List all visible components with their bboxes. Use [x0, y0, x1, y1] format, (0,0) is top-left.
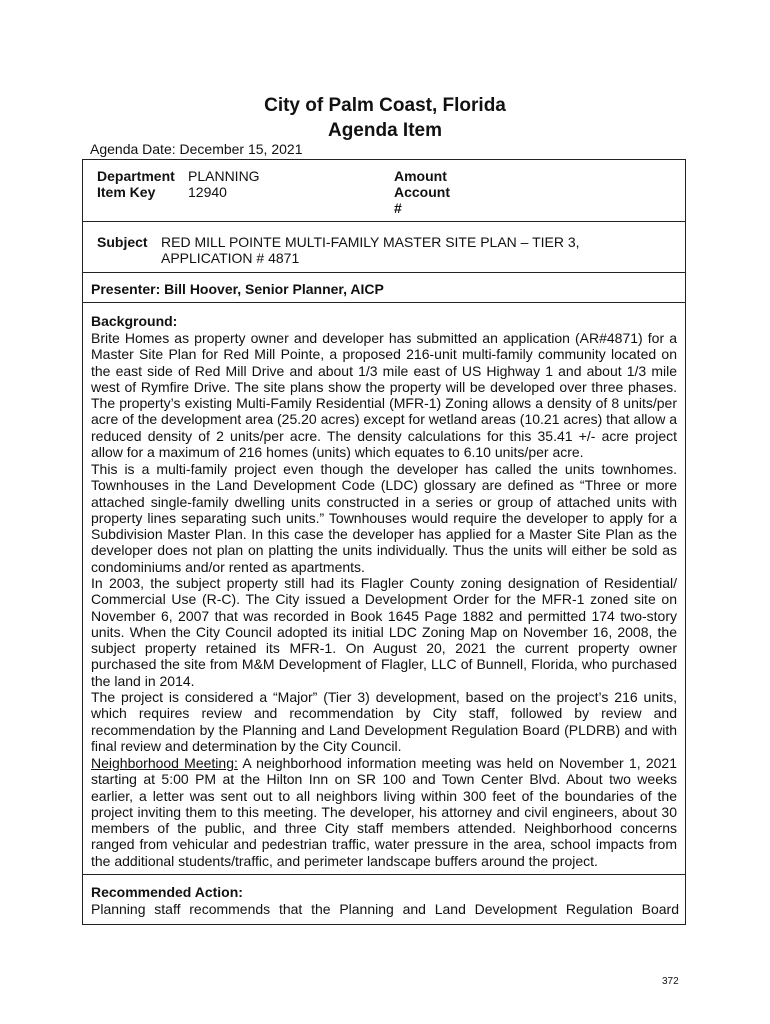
department-value: PLANNING: [188, 168, 260, 184]
account-label: Account: [394, 184, 450, 200]
recommended-action-text: Planning staff recommends that the Planning and Land Development Regulation Board: [91, 901, 679, 917]
agenda-item-title: Agenda Item: [327, 120, 443, 141]
department-label: Department: [97, 168, 175, 184]
neighborhood-meeting-paragraph: [91, 755, 677, 869]
neighborhood-meeting-text: A neighborhood information meeting was held on November 1, 2021 starting at 5:00 PM at the Hilton Inn on SR 100 and Town Center Blvd. About two weeks earlier, a letter was sent out to all neighbors living within 300 feet of the boundaries of the project inviting them to this meeting. The developer, his attorney and civil engineers, about 30 members of the public, and three City staff members attended. Neighborhood concerns ranged from vehicular and pedestrian traffic, water pressure in the area, school impacts from the additional students/traffic, and perimeter landscape buffers around the project.: [91, 755, 677, 869]
background-paragraph-4: The project is considered a “Major” (Tier 3) development, based on the project’s 216 units, which requires review and recommendation by City staff, followed by review and recommendation by the Planning and Land Development Regulation Board (PLDRB) and with final review and determination by the City Council.: [91, 689, 677, 754]
background-box: [82, 302, 686, 875]
background-paragraph-1: Brite Homes as property owner and developer has submitted an application (AR#4871) for a Master Site Plan for Red Mill Pointe, a proposed 216-unit multi-family community located on the east side of Red Mill Drive and about 1/3 mile east of US Highway 1 and about 1/3 mile west of Rymfire Drive. The site plans show the property will be developed over three phases. The property’s existing Multi-Family Residential (MFR-1) Zoning allows a density of 8 units/per acre of the development area (25.20 acres) except for wetland areas (10.21 acres) that allow a reduced density of 2 units/per acre. The density calculations for this 35.41 +/- acre project allow for a maximum of 216 homes (units) which equates to 6.10 units/per acre.: [91, 330, 677, 461]
subject-label: Subject: [97, 234, 148, 250]
subject-box: [82, 221, 686, 273]
presenter: Presenter: Bill Hoover, Senior Planner, AICP: [91, 281, 384, 297]
page-number: 372: [662, 976, 679, 987]
agenda-date: Agenda Date: December 15, 2021: [90, 141, 303, 157]
recommended-action-heading: Recommended Action:: [91, 884, 243, 900]
item-key-label: Item Key: [97, 184, 156, 200]
background-paragraph-3: In 2003, the subject property still had its Flagler County zoning designation of Residential/ Commercial Use (R-C). The City issued a Development Order for the MFR-1 zoned site on November 6, 2007 that was recorded in Book 1645 Page 1882 and permitted 174 two-story units. When the City Council adopted its initial LDC Zoning Map on November 16, 2008, the subject property retained its MFR-1. On August 20, 2021 the current property owner purchased the site from M&M Development of Flagler, LLC of Bunnell, Florida, who purchased the land in 2014.: [91, 575, 677, 689]
subject-line-1: RED MILL POINTE MULTI-FAMILY MASTER SITE PLAN – TIER 3,: [161, 234, 580, 250]
presenter-box: [82, 272, 686, 303]
recommended-action-box: [82, 874, 686, 925]
amount-label: Amount: [394, 168, 447, 184]
neighborhood-meeting-label: Neighborhood Meeting:: [91, 755, 238, 771]
item-key-value: 12940: [188, 184, 227, 200]
background-paragraph-2: This is a multi-family project even though the developer has called the units townhomes. Townhouses in the Land Development Code (LDC) glossary are defined as “Three or more attached single-family dwelling units constructed in a series or group of attached units with property lines separating such units.” Townhouses would require the developer to apply for a Subdivision Master Plan. In this case the developer has applied for a Master Site Plan as the developer does not plan on platting the units individually. Thus the units will either be sold as condominiums and/or rented as apartments.: [91, 461, 677, 575]
info-box: [82, 159, 686, 222]
city-title: City of Palm Coast, Florida: [264, 95, 506, 116]
background-heading: Background:: [91, 313, 178, 329]
account-hash-label: #: [394, 200, 402, 216]
subject-line-2: APPLICATION # 4871: [161, 250, 300, 266]
